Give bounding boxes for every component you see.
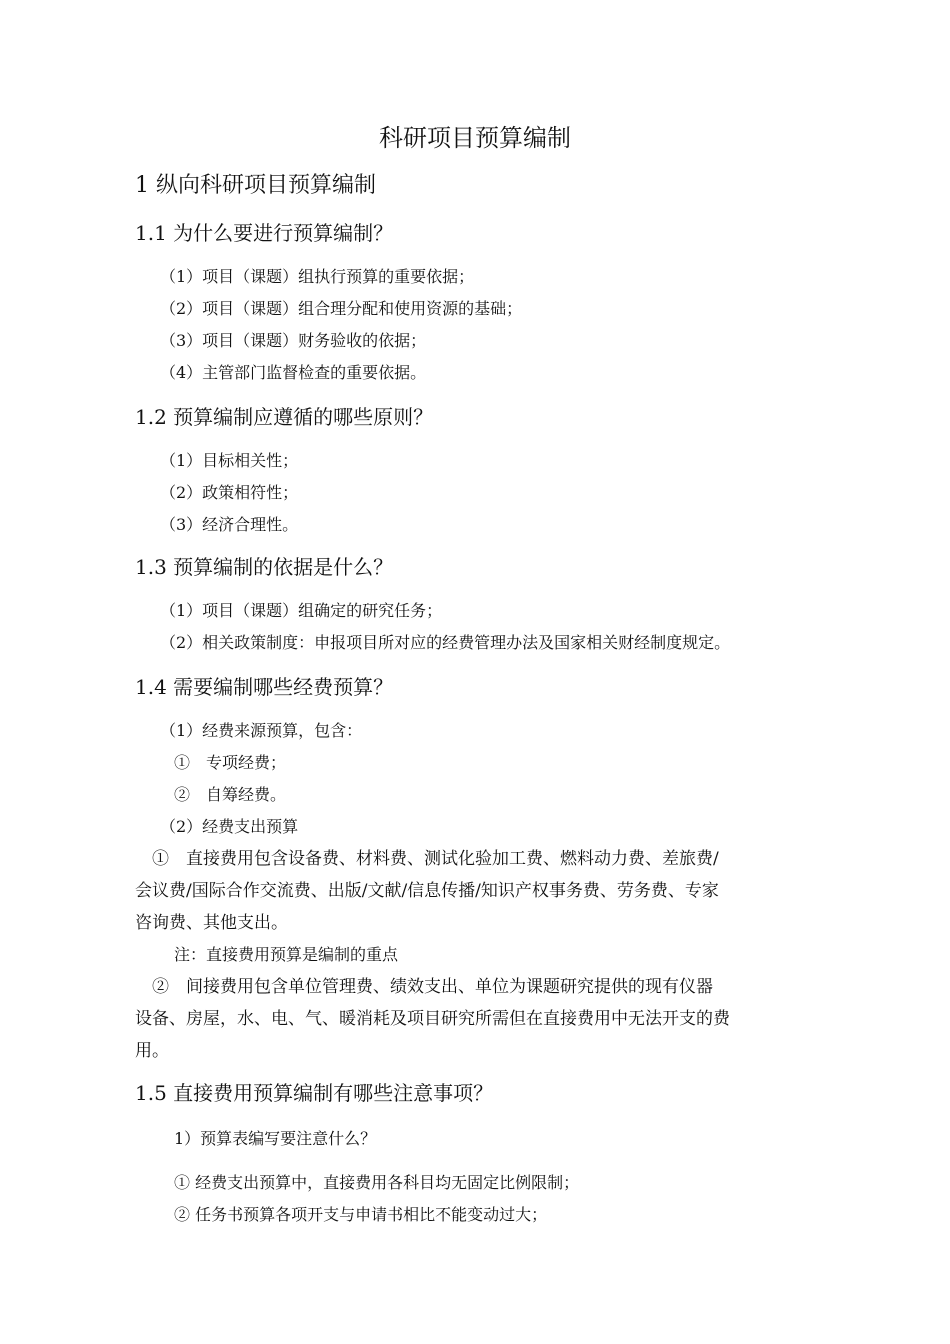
list-item: （2）项目（课题）组合理分配和使用资源的基础； bbox=[160, 299, 523, 318]
section-heading-1-4: 1.4 需要编制哪些经费预算？ bbox=[135, 675, 394, 699]
section-heading-1-3: 1.3 预算编制的依据是什么？ bbox=[135, 555, 394, 579]
section-heading-1-5: 1.5 直接费用预算编制有哪些注意事项？ bbox=[135, 1081, 494, 1105]
section-heading-1: 1 纵向科研项目预算编制 bbox=[135, 173, 376, 198]
sub-list-item: ② 自筹经费。 bbox=[174, 785, 287, 804]
list-item: （1）项目（课题）组确定的研究任务； bbox=[160, 601, 443, 620]
list-item: （4）主管部门监督检查的重要依据。 bbox=[160, 363, 427, 382]
list-item: （2）政策相符性； bbox=[160, 483, 299, 502]
section-heading-1-1: 1.1 为什么要进行预算编制？ bbox=[135, 221, 394, 245]
paragraph-line: 设备、房屋，水、电、气、暖消耗及项目研究所需但在直接费用中无法开支的费 bbox=[135, 1009, 730, 1029]
list-item: （3）项目（课题）财务验收的依据； bbox=[160, 331, 427, 350]
list-item: （1）项目（课题）组执行预算的重要依据； bbox=[160, 267, 475, 286]
paragraph-line: 用。 bbox=[135, 1041, 169, 1061]
list-item: （1）目标相关性； bbox=[160, 451, 299, 470]
paragraph-line: 咨询费、其他支出。 bbox=[135, 913, 288, 933]
paragraph-line: ② 间接费用包含单位管理费、绩效支出、单位为课题研究提供的现有仪器 bbox=[135, 977, 713, 997]
question-line: 1）预算表编写要注意什么？ bbox=[174, 1129, 377, 1148]
list-item: （2）相关政策制度：申报项目所对应的经费管理办法及国家相关财经制度规定。 bbox=[160, 633, 731, 652]
paragraph-line: ① 直接费用包含设备费、材料费、测试化验加工费、燃料动力费、差旅费/ bbox=[135, 849, 719, 869]
list-item: ② 任务书预算各项开支与申请书相比不能变动过大； bbox=[174, 1205, 548, 1224]
list-item: （2）经费支出预算 bbox=[160, 817, 299, 836]
section-heading-1-2: 1.2 预算编制应遵循的哪些原则？ bbox=[135, 405, 434, 429]
page-title: 科研项目预算编制 bbox=[379, 124, 571, 152]
note-line: 注：直接费用预算是编制的重点 bbox=[174, 945, 399, 964]
sub-list-item: ① 专项经费； bbox=[174, 753, 287, 772]
list-item: ① 经费支出预算中，直接费用各科目均无固定比例限制； bbox=[174, 1173, 580, 1192]
paragraph-line: 会议费/国际合作交流费、出版/文献/信息传播/知识产权事务费、劳务费、专家 bbox=[135, 881, 719, 901]
list-item: （3）经济合理性。 bbox=[160, 515, 299, 534]
list-item: （1）经费来源预算，包含： bbox=[160, 721, 363, 740]
